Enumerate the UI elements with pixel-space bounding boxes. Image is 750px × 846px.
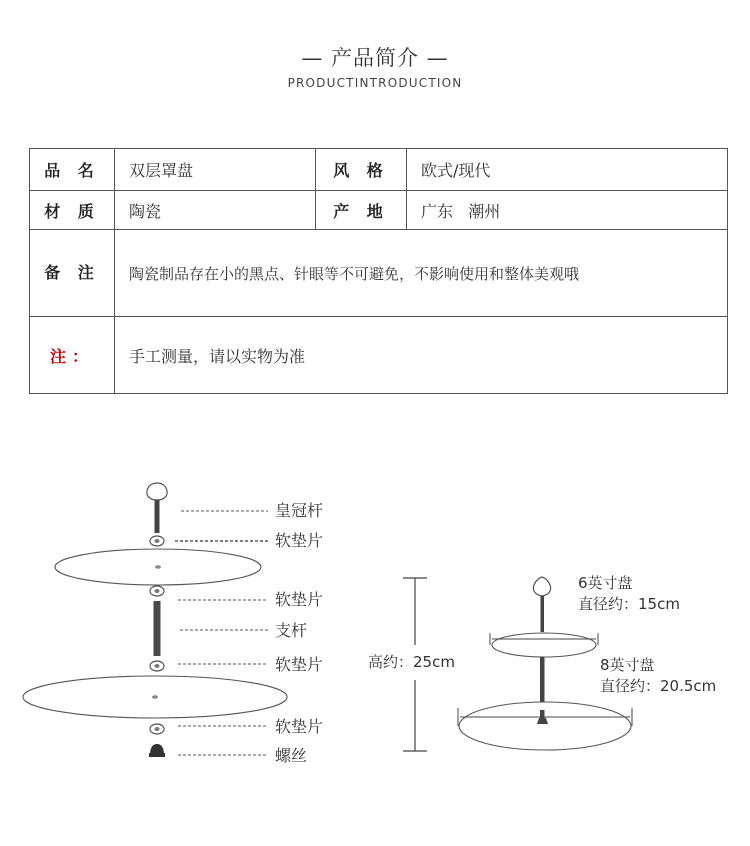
large-plate-diameter: 直径约：20.5cm	[600, 677, 717, 695]
small-plate-diameter: 直径约：15cm	[578, 595, 680, 613]
crown-finial-icon	[147, 483, 167, 500]
part-label-washer-4: 软垫片	[275, 717, 324, 736]
large-plate-name: 8英寸盘	[600, 656, 655, 674]
value-origin: 广东 潮州	[407, 191, 728, 230]
section-title: — 产品简介 —	[301, 46, 449, 70]
value-note: 手工测量，请以实物为准	[115, 317, 728, 394]
value-material: 陶瓷	[115, 191, 316, 230]
part-label-washer-1: 软垫片	[275, 531, 324, 550]
label-origin: 产 地	[316, 191, 407, 230]
label-product-name: 品 名	[30, 149, 115, 191]
value-style: 欧式/现代	[407, 149, 728, 191]
assembled-crown-icon	[533, 577, 550, 596]
leader-lines	[175, 511, 268, 755]
assembled-large-plate	[459, 702, 631, 750]
height-label: 高约：25cm	[368, 653, 455, 671]
label-remark: 备 注	[30, 230, 115, 317]
value-remark: 陶瓷制品存在小的黑点、针眼等不可避免，不影响使用和整体美观哦	[115, 230, 728, 317]
crown-rod	[155, 500, 160, 533]
part-label-crown-rod: 皇冠杆	[275, 501, 324, 520]
small-plate-name: 6英寸盘	[578, 574, 633, 592]
value-product-name: 双层罩盘	[115, 149, 316, 191]
label-material: 材 质	[30, 191, 115, 230]
label-note: 注：	[30, 317, 115, 394]
part-label-washer-2: 软垫片	[275, 590, 324, 609]
part-label-support-rod: 支杆	[275, 621, 308, 640]
part-label-washer-3: 软垫片	[275, 655, 324, 674]
part-label-screw: 螺丝	[275, 746, 308, 765]
support-rod	[154, 601, 161, 656]
exploded-view	[23, 483, 287, 757]
label-style: 风 格	[316, 149, 407, 191]
assembled-small-plate	[492, 633, 596, 657]
section-subtitle: PRODUCTINTRODUCTION	[287, 76, 463, 90]
